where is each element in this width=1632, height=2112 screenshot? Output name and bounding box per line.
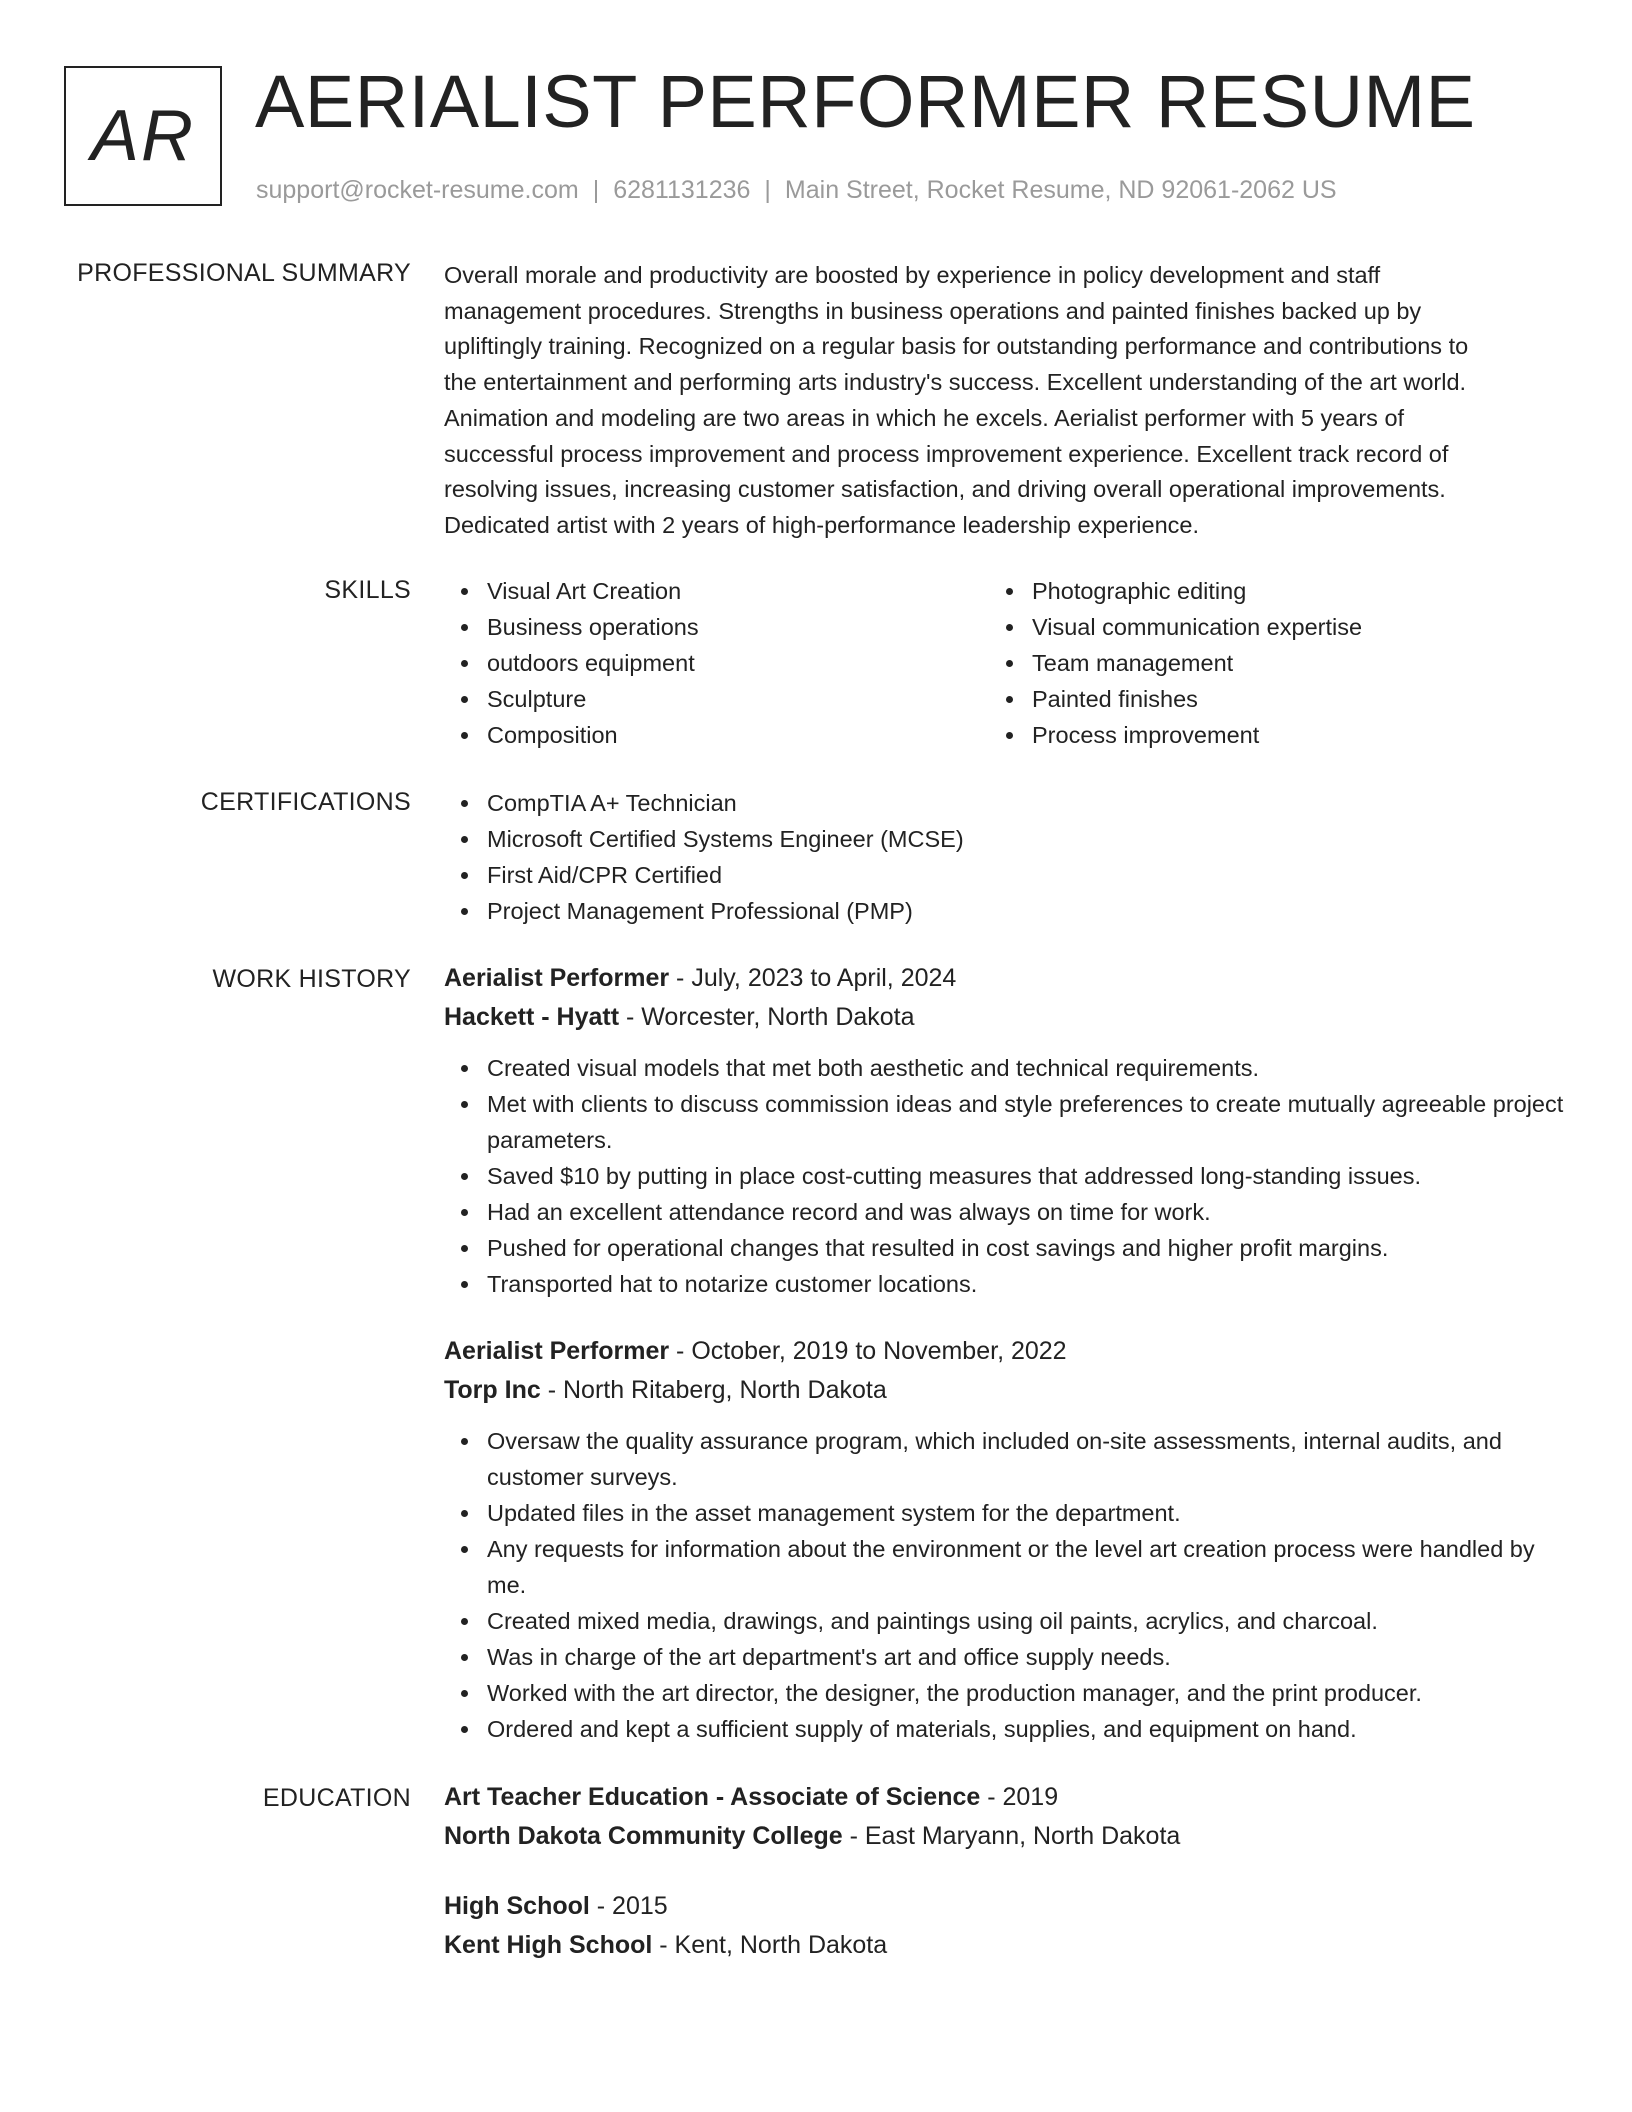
skills-columns <box>444 573 1564 753</box>
education-degree: High School <box>444 1892 590 1920</box>
job-duty: Transported hat to notarize customer locations. <box>444 1266 1564 1302</box>
work-history-body <box>444 959 1564 1302</box>
resume-title: AERIALIST PERFORMER RESUME <box>255 60 1476 143</box>
education-school-line <box>444 1817 1564 1856</box>
work-history-label: WORK HISTORY <box>212 965 411 993</box>
job-duties-list <box>444 1423 1564 1747</box>
certifications-label: CERTIFICATIONS <box>200 788 411 816</box>
job-company: Torp Inc <box>444 1376 541 1404</box>
skills-list-right <box>989 573 1534 753</box>
education-body <box>444 1778 1564 1856</box>
contact-separator: | <box>592 176 600 204</box>
job-duty: Was in charge of the art department's art and office supply needs. <box>444 1639 1564 1675</box>
education-location: - Kent, North Dakota <box>652 1931 888 1959</box>
job-duty: Created mixed media, drawings, and paintings using oil paints, acrylics, and charcoal. <box>444 1603 1564 1639</box>
certifications-body <box>444 785 1564 929</box>
skills-label: SKILLS <box>324 576 411 604</box>
job-location: - Worcester, North Dakota <box>619 1003 915 1031</box>
summary-line: Overall morale and productivity are boosted by experience in policy development and staff <box>444 262 1381 288</box>
education-year: - 2019 <box>980 1783 1059 1811</box>
education-degree: Art Teacher Education - Associate of Science <box>444 1783 981 1811</box>
certification-item: Project Management Professional (PMP) <box>444 893 1564 929</box>
skill-item: Visual communication expertise <box>989 609 1534 645</box>
job-duty: Saved $10 by putting in place cost-cutting measures that addressed long-standing issues. <box>444 1158 1564 1194</box>
job-duties-list <box>444 1050 1564 1302</box>
contact-phone: 6281131236 <box>613 176 751 204</box>
summary-line: upliftingly training. Recognized on a regular basis for outstanding performance and contributions to <box>444 333 1469 360</box>
education-label: EDUCATION <box>262 1784 411 1812</box>
education-year: - 2015 <box>589 1892 668 1920</box>
job-duty: Worked with the art director, the designer, the production manager, and the print producer. <box>444 1675 1564 1711</box>
job-title: Aerialist Performer <box>444 1337 670 1365</box>
skill-item: Business operations <box>444 609 989 645</box>
education-body <box>444 1887 1564 1965</box>
education-school: North Dakota Community College <box>444 1822 843 1850</box>
job-title-line <box>444 1332 1564 1371</box>
job-title-line <box>444 959 1564 998</box>
skills-list-left <box>444 573 989 753</box>
skill-item: Team management <box>989 645 1534 681</box>
job-duty: Ordered and kept a sufficient supply of materials, supplies, and equipment on hand. <box>444 1711 1564 1747</box>
summary-line: Dedicated artist with 2 years of high-performance leadership experience. <box>444 511 1200 538</box>
monogram-initials: AR <box>90 96 196 176</box>
skill-item: Painted finishes <box>989 681 1534 717</box>
skill-item: Composition <box>444 717 989 753</box>
job-title: Aerialist Performer <box>444 964 670 992</box>
job-duty: Oversaw the quality assurance program, which included on-site assessments, internal audits, and customer surveys. <box>444 1423 1564 1495</box>
education-location: - East Maryann, North Dakota <box>842 1822 1181 1850</box>
skill-item: Sculpture <box>444 681 989 717</box>
education-degree-line <box>444 1887 1564 1926</box>
job-duty: Pushed for operational changes that resulted in cost savings and higher profit margins. <box>444 1230 1564 1266</box>
education-school-line <box>444 1926 1564 1965</box>
job-duty: Had an excellent attendance record and was always on time for work. <box>444 1194 1564 1230</box>
summary-line: successful process improvement and process improvement experience. Excellent track record of <box>444 440 1449 467</box>
summary-line: resolving issues, increasing customer satisfaction, and driving overall operational improvements. <box>444 476 1446 503</box>
summary-line: management procedures. Strengths in business operations and painted finishes backed up by <box>444 297 1422 324</box>
monogram-box <box>64 66 222 206</box>
job-company: Hackett - Hyatt <box>444 1003 620 1031</box>
skill-item: Photographic editing <box>989 573 1534 609</box>
summary-label: PROFESSIONAL SUMMARY <box>77 259 411 287</box>
skill-item: outdoors equipment <box>444 645 989 681</box>
certification-item: CompTIA A+ Technician <box>444 785 1564 821</box>
contact-email: support@rocket-resume.com <box>256 176 579 204</box>
education-degree-line <box>444 1778 1564 1817</box>
skill-item: Visual Art Creation <box>444 573 989 609</box>
contact-separator: | <box>764 176 771 204</box>
certification-item: First Aid/CPR Certified <box>444 857 1564 893</box>
certifications-list <box>444 785 1564 929</box>
certification-item: Microsoft Certified Systems Engineer (MCSE) <box>444 821 1564 857</box>
skill-item: Process improvement <box>989 717 1534 753</box>
job-dates: - October, 2019 to November, 2022 <box>669 1337 1067 1365</box>
contact-line <box>256 174 1337 206</box>
job-duty: Created visual models that met both aesthetic and technical requirements. <box>444 1050 1564 1086</box>
work-history-body <box>444 1332 1564 1747</box>
education-school: Kent High School <box>444 1931 653 1959</box>
job-location: - North Ritaberg, North Dakota <box>540 1376 887 1404</box>
job-entry <box>444 1332 1564 1747</box>
summary-line: Animation and modeling are two areas in which he excels. Aerialist performer with 5 years of <box>444 404 1405 431</box>
job-duty: Any requests for information about the environment or the level art creation process were handled by me. <box>444 1531 1564 1603</box>
job-company-line <box>444 1371 1564 1410</box>
summary-line: the entertainment and performing arts industry's success. Excellent understanding of the art world. <box>444 369 1467 396</box>
job-duty: Met with clients to discuss commission ideas and style preferences to create mutually agreeable project parameters. <box>444 1086 1564 1158</box>
job-duty: Updated files in the asset management system for the department. <box>444 1495 1564 1531</box>
job-dates: - July, 2023 to April, 2024 <box>669 964 957 992</box>
summary-body <box>444 258 1564 544</box>
contact-address: Main Street, Rocket Resume, ND 92061-2062 US <box>784 176 1337 204</box>
job-entry <box>444 959 1564 1302</box>
job-company-line <box>444 998 1564 1037</box>
